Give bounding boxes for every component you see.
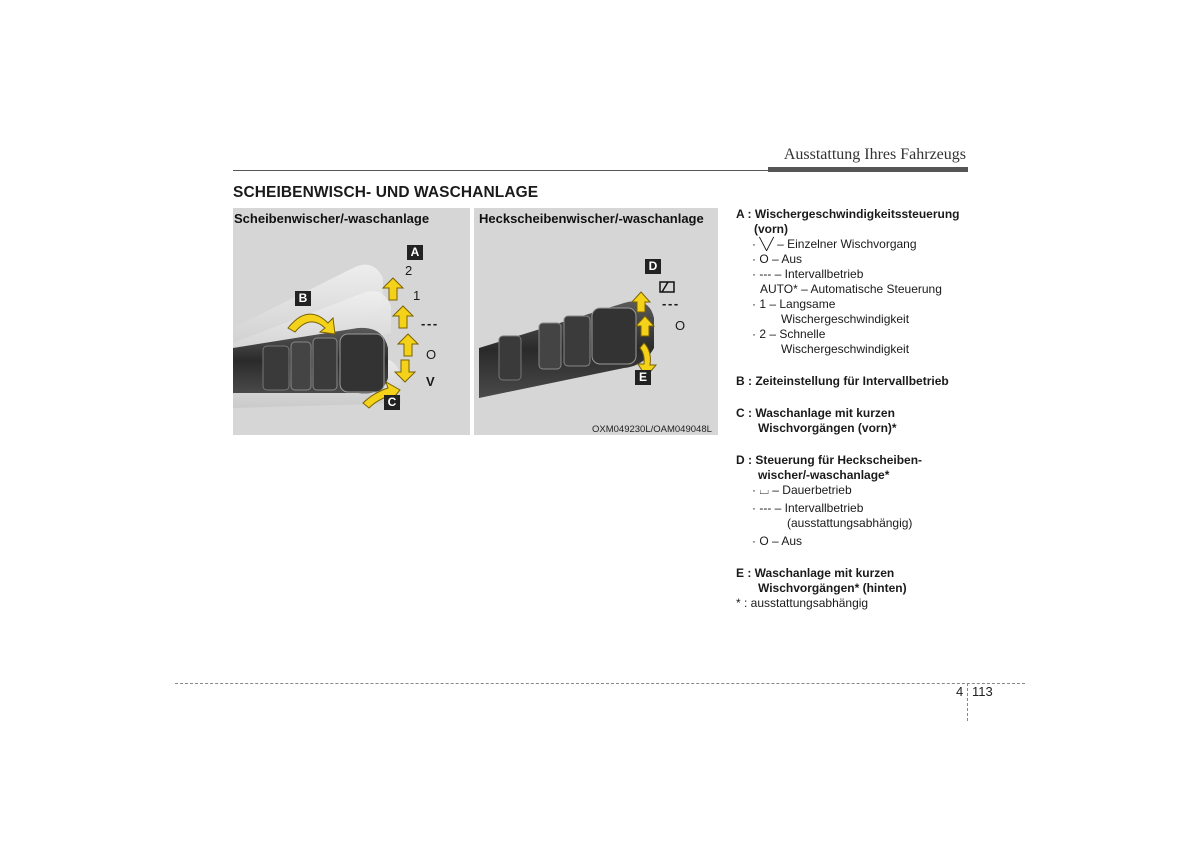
legend-a-item: · O – Aus (752, 252, 803, 266)
legend-d-item: · O – Aus (752, 534, 803, 548)
callout-e: E (638, 370, 647, 384)
header-rule-bar (768, 167, 968, 172)
legend-a-item: · 1 – Langsame (752, 297, 836, 311)
legend-c-heading: C : Waschanlage mit kurzen (736, 406, 895, 420)
figure-front-wiper-title: Scheibenwischer/-waschanlage (234, 211, 430, 226)
legend-d-item: · --- – Intervallbetrieb (752, 501, 864, 515)
label-single: V (426, 374, 435, 389)
chapter-number: 4 (956, 684, 964, 699)
legend-a-item: AUTO* – Automatische Steuerung (760, 282, 942, 296)
label-off: O (426, 347, 437, 362)
label-speed-2: 2 (405, 263, 413, 278)
legend-e-heading: E : Waschanlage mit kurzen (736, 566, 895, 580)
legend-e-heading-cont: Wischvorgängen* (hinten) (758, 581, 907, 595)
legend-a-heading: A : Wischergeschwindigkeitssteuerung (736, 207, 960, 221)
image-code: OXM049230L/OAM049048L (592, 424, 712, 435)
footer-divider (967, 683, 968, 721)
callout-d: D (648, 259, 658, 273)
legend-a-heading-cont: (vorn) (754, 222, 788, 236)
footer-rule (175, 683, 1025, 684)
legend-b-heading: B : Zeiteinstellung für Intervallbetrieb (736, 374, 949, 388)
legend (736, 207, 996, 611)
legend-a-item: · 2 – Schnelle (752, 327, 826, 341)
page-number: 113 (972, 684, 993, 699)
legend-a-item: Wischergeschwindigkeit (781, 312, 910, 326)
callout-a: A (410, 245, 420, 259)
legend-d-heading: D : Steuerung für Heckscheiben- (736, 453, 923, 467)
legend-a-item: · ╲╱ – Einzelner Wischvorgang (752, 237, 917, 251)
legend-note: * : ausstattungsabhängig (736, 596, 869, 610)
callout-c: C (387, 395, 397, 409)
legend-d-item: · ⌴ – Dauerbetrieb (752, 483, 852, 497)
legend-d-item: (ausstattungsabhängig) (787, 516, 913, 530)
callout-b: B (298, 291, 308, 305)
legend-a-item: · --- – Intervallbetrieb (752, 267, 864, 281)
running-header: Ausstattung Ihres Fahrzeugs (783, 146, 966, 163)
section-title: SCHEIBENWISCH- UND WASCHANLAGE (233, 184, 539, 201)
label-rear-off: O (675, 318, 686, 333)
label-interval: - - - (421, 316, 437, 331)
legend-a-item: Wischergeschwindigkeit (781, 342, 910, 356)
figure-rear-wiper (474, 208, 718, 435)
label-rear-interval: - - - (662, 296, 678, 311)
figure-rear-wiper-title: Heckscheibenwischer/-waschanlage (479, 211, 704, 226)
figure-front-wiper (233, 208, 470, 435)
legend-d-heading-cont: wischer/-waschanlage* (758, 468, 890, 482)
legend-c-heading-cont: Wischvorgängen (vorn)* (758, 421, 897, 435)
label-speed-1: 1 (413, 288, 421, 303)
